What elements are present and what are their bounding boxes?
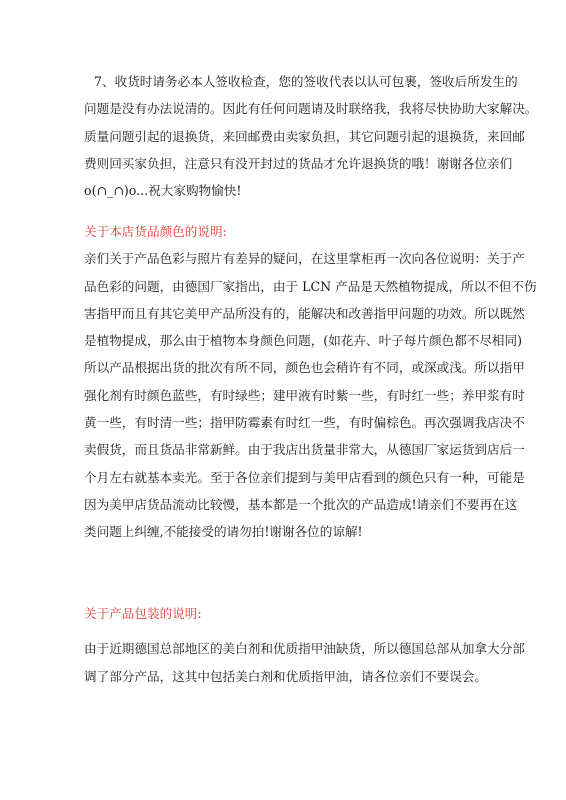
color-line: 黄一些，有时清一些；指甲防霉素有时红一些，有时偏棕色。再次强调我店决不 (84, 415, 525, 431)
notice-line: 质量问题引起的退换货，来回邮费由卖家负担，其它问题引起的退换货，来回邮 (84, 128, 525, 144)
notice-line: 问题是没有办法说清的。因此有任何问题请及时联络我，我将尽快协助大家解决。 (84, 101, 538, 117)
color-section-heading: 关于本店货品颜色的说明: (84, 224, 227, 239)
packaging-section (84, 600, 525, 690)
packaging-line: 调了部分产品，这其中包括美白剂和优质指甲油，请各位亲们不要误会。 (84, 668, 487, 684)
color-section (84, 218, 537, 546)
notice-line: o(∩_∩)o...祝大家购物愉快! (84, 183, 242, 199)
color-line: 强化剂有时颜色蓝些，有时绿些；建甲液有时紫一些，有时红一些；养甲浆有时 (84, 387, 525, 403)
color-line: 是植物提成，那么由于植物本身颜色问题，(如花卉、叶子每片颜色都不尽相同) (84, 333, 523, 349)
color-line: 个月左右就基本卖光。至于各位亲们提到与美甲店看到的颜色只有一种，可能是 (84, 469, 525, 485)
color-line: 卖假货，而且货品非常新鲜。由于我店出货量非常大，从德国厂家运货到店后一 (84, 442, 525, 458)
color-line: 亲们关于产品色彩与照片有差异的疑问，在这里掌柜再一次向各位说明：关于产 (84, 251, 525, 267)
packaging-line: 由于近期德国总部地区的美白剂和优质指甲油缺货，所以德国总部从加拿大分部 (84, 641, 525, 657)
color-line: 所以产品根据出货的批次有所不同，颜色也会稍许有不同，或深或浅。所以指甲 (84, 360, 525, 376)
notice-line: 费则回买家负担，注意只有没开封过的货品才允许退换货的哦！谢谢各位亲们 (84, 155, 513, 171)
color-line: 害指甲而且有其它美甲产品所没有的，能解决和改善指甲问题的功效。所以既然 (84, 305, 525, 321)
notice-line: 7、收货时请务必本人签收检查，您的签收代表以认可包裹，签收后所发生的 (94, 74, 518, 89)
color-line: 类问题上纠缠,不能接受的请勿拍!谢谢各位的谅解! (84, 524, 363, 540)
packaging-section-heading: 关于产品包装的说明: (84, 606, 202, 621)
color-line: 因为美甲店货品流动比较慢，基本都是一个批次的产品造成!请亲们不要再在这 (84, 496, 518, 512)
color-line: 品色彩的问题，由德国厂家指出，由于 LCN 产品是天然植物提成，所以不但不伤 (84, 278, 537, 294)
notice-section (84, 68, 538, 204)
